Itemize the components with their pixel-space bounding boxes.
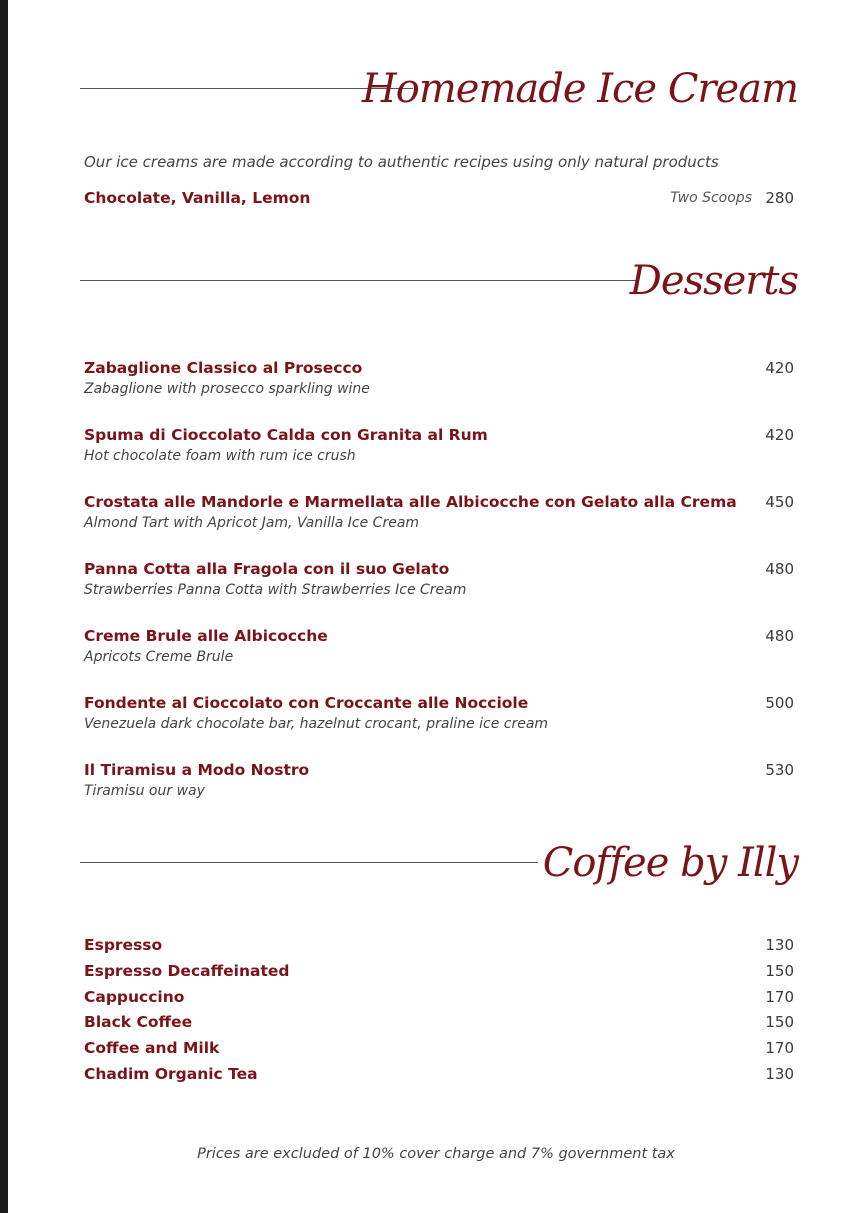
coffee-item <box>84 936 794 958</box>
dessert-item <box>84 426 794 464</box>
coffee-item <box>84 988 794 1010</box>
ice-cream-item <box>84 189 794 211</box>
item-description: Tiramisu our way <box>84 783 205 799</box>
dessert-item <box>84 761 794 799</box>
dessert-item <box>84 627 794 665</box>
item-name: Fondente al Cioccolato con Croccante alle Nocciole <box>84 694 529 712</box>
item-description: Apricots Creme Brule <box>84 649 234 665</box>
dessert-item <box>84 493 794 531</box>
ice-cream-header <box>8 54 864 124</box>
page-edge <box>0 0 8 1213</box>
item-price: 150 <box>765 962 794 980</box>
dessert-item <box>84 694 794 732</box>
item-portion: Two Scoops <box>670 190 752 206</box>
tax-note: Prices are excluded of 10% cover charge and 7% government tax <box>197 1146 675 1162</box>
item-price: 170 <box>765 1039 794 1057</box>
desserts-header <box>8 246 864 316</box>
item-price: 170 <box>765 988 794 1006</box>
item-name: Black Coffee <box>84 1013 193 1031</box>
item-price: 150 <box>765 1013 794 1031</box>
item-price: 500 <box>765 694 794 712</box>
item-name: Crostata alle Mandorle e Marmellata alle Albicocche con Gelato alla Crema <box>84 493 737 511</box>
menu-page <box>8 0 864 1213</box>
desserts-rule <box>80 280 637 281</box>
dessert-item <box>84 560 794 598</box>
item-name: Cappuccino <box>84 988 185 1006</box>
coffee-item <box>84 1065 794 1087</box>
desserts-title: Desserts <box>629 258 798 304</box>
item-description: Hot chocolate foam with rum ice crush <box>84 448 356 464</box>
item-name: Chadim Organic Tea <box>84 1065 258 1083</box>
item-name: Spuma di Cioccolato Calda con Granita al Rum <box>84 426 488 444</box>
item-description: Strawberries Panna Cotta with Strawberries Ice Cream <box>84 582 467 598</box>
item-price: 130 <box>765 1065 794 1083</box>
item-name: Zabaglione Classico al Prosecco <box>84 359 363 377</box>
item-description: Zabaglione with prosecco sparkling wine <box>84 381 370 397</box>
dessert-item <box>84 359 794 397</box>
item-price: 130 <box>765 936 794 954</box>
coffee-item <box>84 962 794 984</box>
item-name: Coffee and Milk <box>84 1039 220 1057</box>
item-name: Creme Brule alle Albicocche <box>84 627 328 645</box>
item-description: Almond Tart with Apricot Jam, Vanilla Ice Cream <box>84 515 420 531</box>
item-price: 530 <box>765 761 794 779</box>
item-name: Espresso <box>84 936 163 954</box>
item-price: 280 <box>765 189 794 207</box>
item-description: Venezuela dark chocolate bar, hazelnut crocant, praline ice cream <box>84 716 549 732</box>
coffee-header <box>8 828 864 898</box>
ice-cream-intro: Our ice creams are made according to authentic recipes using only natural products <box>84 153 719 171</box>
coffee-title: Coffee by Illy <box>542 840 798 886</box>
item-price: 420 <box>765 359 794 377</box>
item-price: 480 <box>765 560 794 578</box>
coffee-item <box>84 1039 794 1061</box>
item-price: 450 <box>765 493 794 511</box>
coffee-rule <box>80 862 538 863</box>
item-price: 480 <box>765 627 794 645</box>
item-name: Il Tiramisu a Modo Nostro <box>84 761 310 779</box>
item-name: Espresso Decaffeinated <box>84 962 290 980</box>
item-name: Panna Cotta alla Fragola con il suo Gelato <box>84 560 450 578</box>
item-price: 420 <box>765 426 794 444</box>
coffee-item <box>84 1013 794 1035</box>
ice-cream-title: Homemade Ice Cream <box>361 66 798 112</box>
item-name: Chocolate, Vanilla, Lemon <box>84 189 311 207</box>
